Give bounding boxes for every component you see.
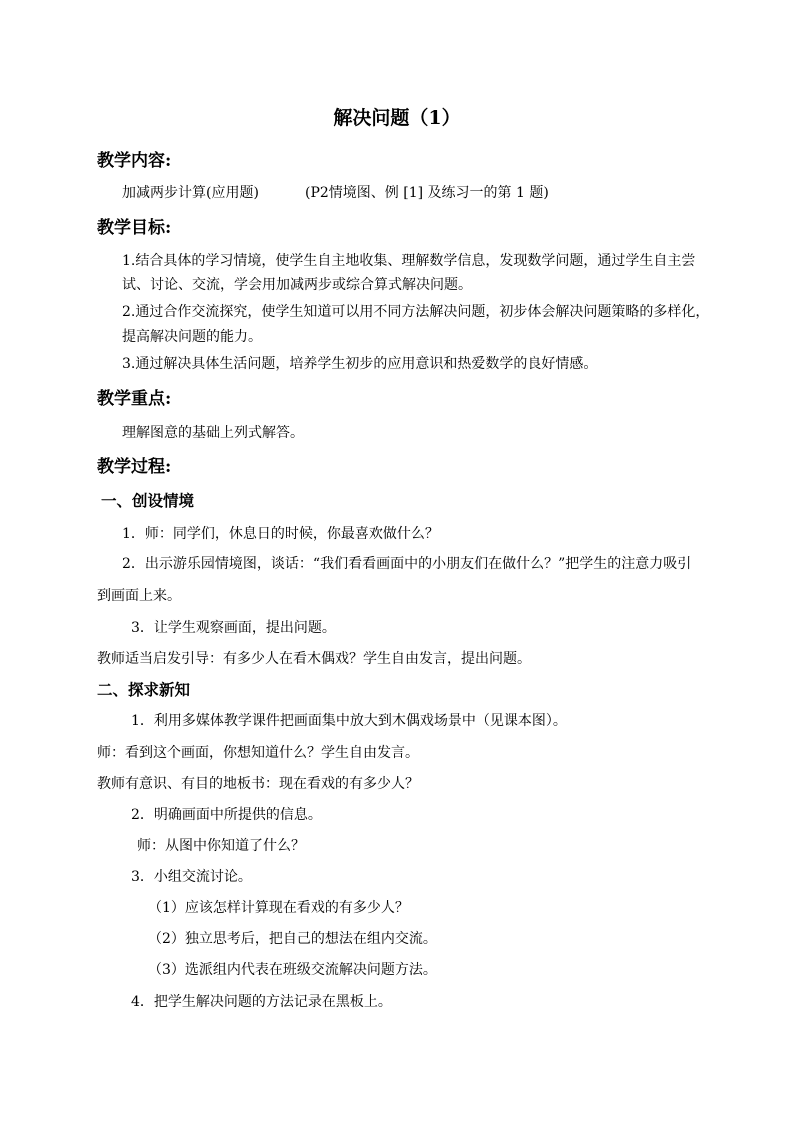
goal-line-4: 提高解决问题的能力。 bbox=[122, 329, 262, 345]
section2-line-1: 1．利用多媒体教学课件把画面集中放大到木偶戏场景中（见课本图）。 bbox=[131, 713, 567, 729]
section1-line-5: 教师适当启发引导：有多少人在看木偶戏？学生自由发言，提出问题。 bbox=[97, 651, 531, 667]
section2-line-4: 2．明确画面中所提供的信息。 bbox=[131, 807, 322, 823]
section1-line-4: 3．让学生观察画面，提出问题。 bbox=[131, 620, 336, 636]
section2-line-8: （2）独立思考后，把自己的想法在组内交流。 bbox=[148, 931, 437, 947]
heading-goals: 教学目标: bbox=[97, 218, 172, 238]
content-topic: 加减两步计算(应用题) bbox=[122, 185, 259, 201]
section2-line-10: 4．把学生解决问题的方法记录在黑板上。 bbox=[131, 994, 392, 1010]
content-reference: (P2情境图、例 [1] 及练习一的第 1 题) bbox=[305, 185, 549, 201]
heading-focus: 教学重点: bbox=[97, 389, 172, 409]
section1-line-1: 1．师：同学们，休息日的时候，你最喜欢做什么？ bbox=[122, 526, 439, 542]
goal-line-5: 3.通过解决具体生活问题，培养学生初步的应用意识和热爱数学的良好情感。 bbox=[122, 356, 598, 372]
goal-line-1: 1.结合具体的学习情境，使学生自主地收集、理解数学信息，发现数学问题，通过学生自主尝 bbox=[122, 253, 696, 269]
goal-line-2: 试、讨论、交流，学会用加减两步或综合算式解决问题。 bbox=[122, 277, 472, 293]
page-title: 解决问题（1） bbox=[333, 107, 461, 129]
section2-line-7: （1）应该怎样计算现在看戏的有多少人？ bbox=[148, 900, 409, 916]
section1-line-2: 2．出示游乐园情境图，谈话：“我们看看画面中的小朋友们在做什么？”把学生的注意力吸引 bbox=[122, 556, 692, 572]
goal-line-3: 2.通过合作交流探究，使学生知道可以用不同方法解决问题，初步体会解决问题策略的多样化， bbox=[122, 304, 710, 320]
focus-line: 理解图意的基础上列式解答。 bbox=[122, 425, 304, 441]
section1-line-3: 到画面上来。 bbox=[97, 588, 181, 604]
section-title-2: 二、探求新知 bbox=[97, 680, 191, 699]
section2-line-9: （3）选派组内代表在班级交流解决问题方法。 bbox=[148, 962, 437, 978]
section2-line-2: 师：看到这个画面，你想知道什么？学生自由发言。 bbox=[97, 745, 419, 761]
section2-line-3: 教师有意识、有目的地板书：现在看戏的有多少人？ bbox=[97, 776, 419, 792]
section-title-1: 一、创设情境 bbox=[101, 491, 195, 510]
section2-line-6: 3．小组交流讨论。 bbox=[131, 869, 252, 885]
heading-content: 教学内容: bbox=[97, 151, 172, 171]
heading-process: 教学过程: bbox=[97, 457, 172, 477]
section2-line-5: 师：从图中你知道了什么？ bbox=[137, 838, 305, 854]
